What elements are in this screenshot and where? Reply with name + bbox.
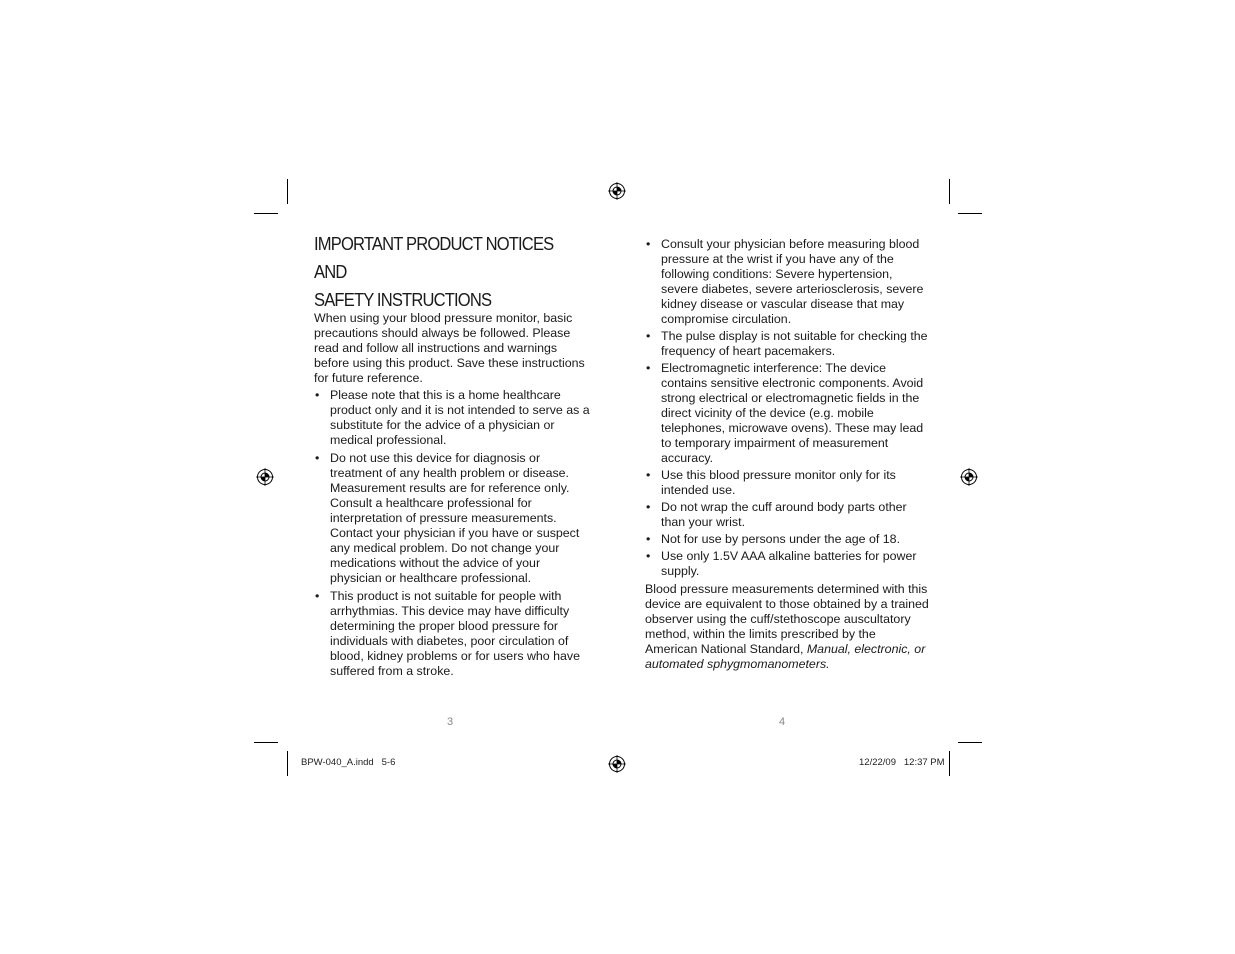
right-bullet-list: [645, 237, 930, 579]
crop-mark: [287, 179, 288, 204]
closing-paragraph: [645, 582, 930, 672]
list-item: • Use only 1.5V AAA alkaline batteries for power supply.: [645, 549, 930, 579]
left-bullet-list: [314, 388, 594, 679]
left-page: [314, 230, 594, 679]
registration-mark-icon: [608, 755, 626, 773]
slug-datetime: 12/22/09 12:37 PM: [859, 757, 945, 768]
crop-mark: [254, 742, 278, 743]
list-item: • Electromagnetic interference: The device contains sensitive electronic components. Avoid strong electrical or electromagnetic fields in the direct vicinity of the device (e.g. mobile telephones, microwave ovens). These may lead to temporary impairment of measurement accuracy.: [645, 361, 930, 466]
intro-paragraph: When using your blood pressure monitor, basic precautions should always be followed. Please read and follow all instructions and warnings before using this product. Save these instructions for future reference.: [314, 311, 585, 385]
right-page: [645, 237, 930, 672]
slug-filename: BPW-040_A.indd 5-6: [301, 757, 396, 768]
registration-mark-icon: [960, 468, 978, 486]
page-number-right: 4: [779, 716, 786, 728]
standard-title: Manual, electronic, or automated sphygmomanometers.: [645, 642, 926, 671]
registration-mark-icon: [608, 182, 626, 200]
page-number-left: 3: [447, 716, 454, 728]
closing-text: Blood pressure measurements determined with this device are equivalent to those obtained by a trained observer using the cuff/stethoscope auscultatory method, within the limits prescribed by the American National Standard,: [645, 582, 929, 656]
page-title: [314, 230, 572, 314]
list-item: • Consult your physician before measuring blood pressure at the wrist if you have any of the following conditions: Severe hypertension, severe diabetes, severe arteriosclerosis, severe kidney disease or vascular disease that may compromise circulation.: [645, 237, 930, 327]
crop-mark: [958, 742, 982, 743]
registration-mark-icon: [256, 468, 274, 486]
list-item: • Please note that this is a home healthcare product only and it is not intended to serve as a substitute for the advice of a physician or medical professional.: [314, 388, 594, 448]
list-item: • Use this blood pressure monitor only for its intended use.: [645, 468, 930, 498]
list-item: • Do not use this device for diagnosis or treatment of any health problem or disease. Measurement results are for reference only. Consult a healthcare professional for interpretation of pressure measurements. Contact your physician if you have or suspect any medical problem. Do not change your medications without the advice of your physician or healthcare professional.: [314, 451, 594, 586]
list-item: • The pulse display is not suitable for checking the frequency of heart pacemakers.: [645, 329, 930, 359]
title-line-1: IMPORTANT PRODUCT NOTICES AND: [314, 234, 554, 282]
crop-mark: [254, 213, 278, 214]
list-item: • Do not wrap the cuff around body parts other than your wrist.: [645, 500, 930, 530]
crop-mark: [949, 179, 950, 204]
list-item: • This product is not suitable for people with arrhythmias. This device may have difficulty determining the proper blood pressure for individuals with diabetes, poor circulation of blood, kidney problems or for users who have suffered from a stroke.: [314, 589, 594, 679]
list-item: • Not for use by persons under the age of 18.: [645, 532, 930, 547]
crop-mark: [287, 751, 288, 776]
crop-mark: [949, 751, 950, 776]
crop-mark: [958, 213, 982, 214]
title-line-2: SAFETY INSTRUCTIONS: [314, 290, 492, 310]
